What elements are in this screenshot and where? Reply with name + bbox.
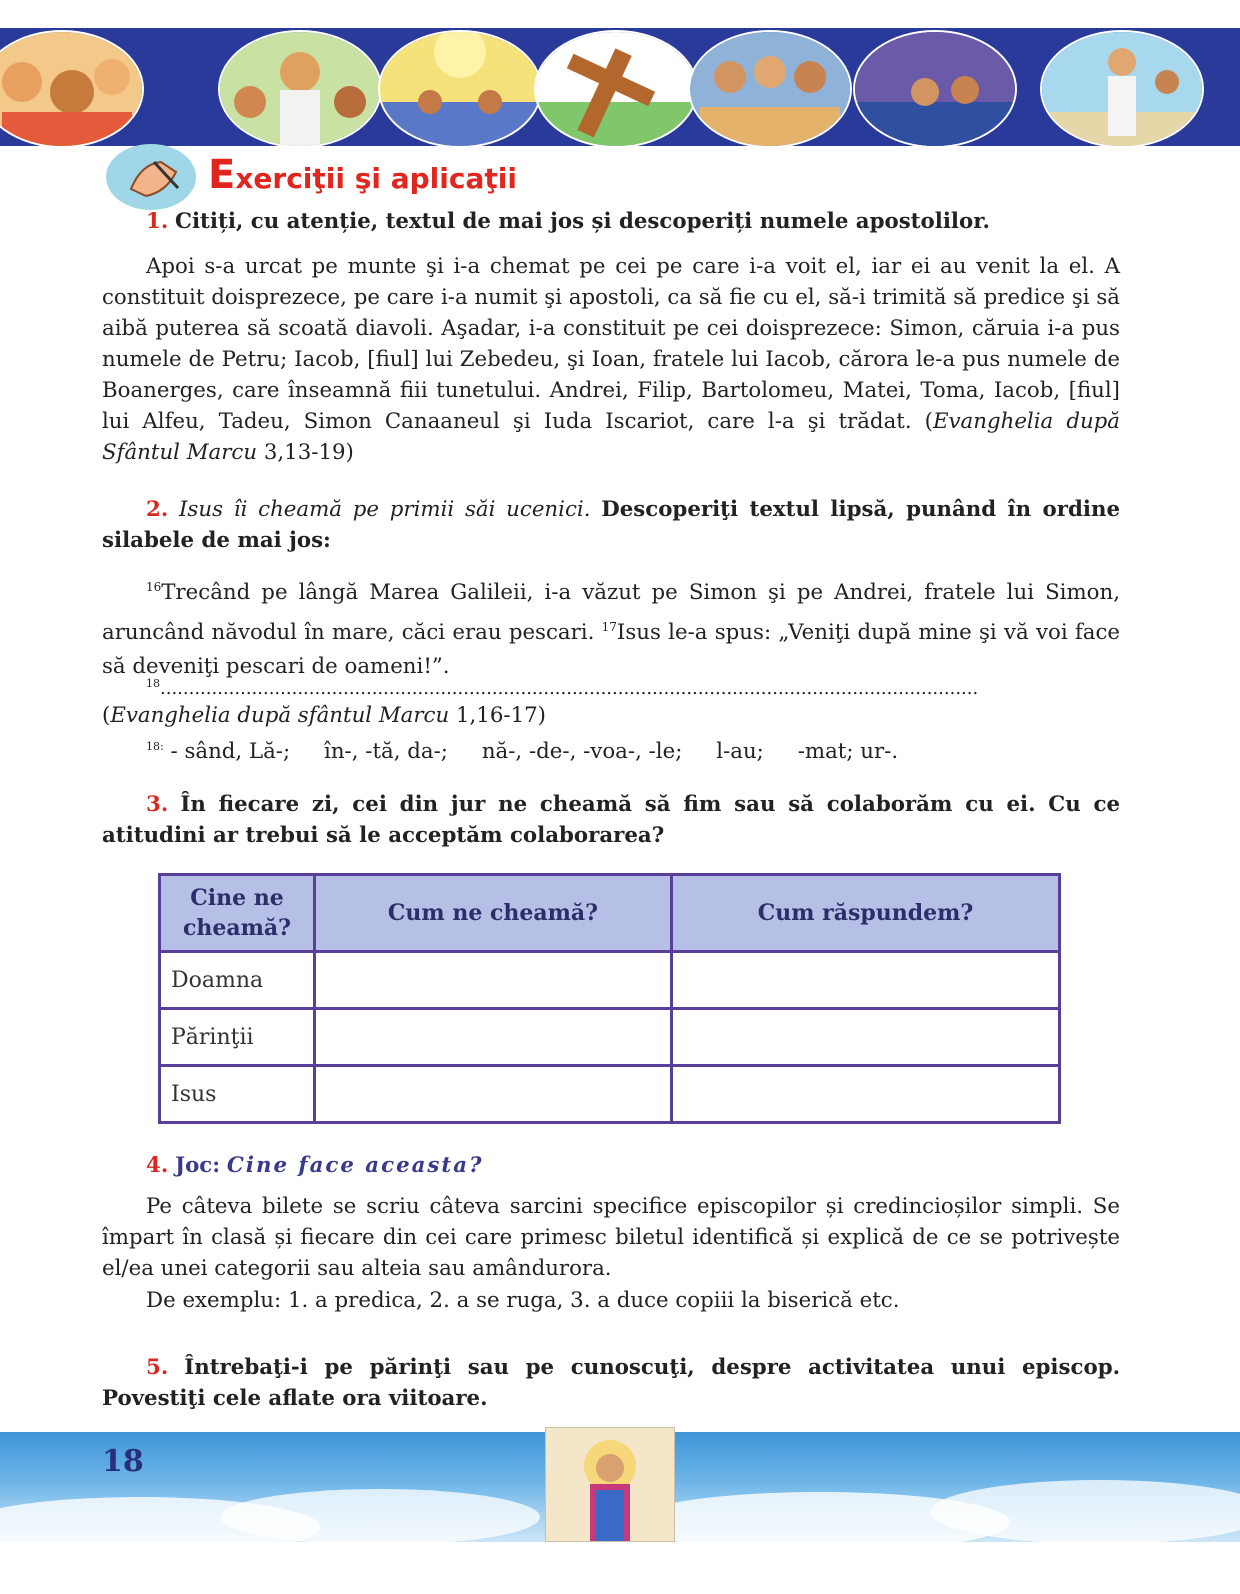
- illustration-children-medallion: [0, 30, 144, 148]
- table-row: [160, 952, 1060, 1009]
- illustration-cross-medallion: [534, 30, 698, 148]
- exercise-1-text: Apoi s-a urcat pe munte şi i-a chemat pe cei pe care i-a voit el, iar ei au venit la el. A constituit doisprezece, pe care i-a numit şi apostoli, ca să fie cu el, să-i trimită să predice şi să aibă puterea să scoată diavoli. Aşadar, i-a constituit pe cei doisprezece: Simon, căruia i-a pus numele de Petru; Iacob, [fiul] lui Zebedeu, şi Ioan, fratele lui Iacob, cărora le-a pus numele de Boanerges, care înseamnă fiii tunetului. Andrei, Filip, Bartolomeu, Matei, Toma, Iacob, [fiul] lui Alfeu, Tadeu, Simon Canaaneul şi Iuda Iscariot, care l-a şi trădat. (Evanghelia după Sfântul Marcu 3,13-19): [102, 254, 1120, 465]
- illustration-sunlight-crowd-medallion: [378, 30, 542, 148]
- illustration-last-supper-medallion: [688, 30, 852, 148]
- answer-cell[interactable]: [315, 1066, 672, 1123]
- exercise-4-example: De exemplu: 1. a predica, 2. a se ruga, 3. a duce copiii la biserică etc.: [146, 1288, 900, 1313]
- illustration-jesus-crowd-medallion: [218, 30, 382, 148]
- exercise-5-prompt: 5. Întrebaţi-i pe părinţi sau pe cunoscuţi, despre activitatea unui episcop. Povestiţi cele aflate ora viitoare.: [102, 1355, 1120, 1411]
- answer-cell[interactable]: [672, 1009, 1060, 1066]
- section-title: Exerciţii şi aplicaţii: [208, 152, 517, 198]
- answer-cell[interactable]: [315, 952, 672, 1009]
- exercise-2-verses: $^{16}$Trecând pe lângă Marea Galileii, i-a văzut pe Simon şi pe Andrei, fratele lui Simon, aruncând năvodul în mare, căci erau pescari. $^{17}$Isus le-a spus: „Veniţi după mine şi vă voi face să deveniţi pescari de oameni!”.: [102, 580, 1120, 680]
- header-banner: [0, 28, 1240, 146]
- exercise-3-prompt: 3. În fiecare zi, cei din jur ne cheamă să fim sau să colaborăm cu ei. Cu ce atitudini ar trebui să le acceptăm colaborarea?: [102, 792, 1121, 848]
- exercise-2-prompt: 2. Isus îi cheamă pe primii săi ucenici. Descoperiţi textul lipsă, punând în ordine silabele de mai jos:: [102, 497, 1120, 553]
- answer-cell[interactable]: [672, 952, 1060, 1009]
- exercise-4-text: Pe câteva bilete se scriu câteva sarcini specifice episcopilor și credincioșilor simpli. Se împart în clasă și fiecare din cei care primesc biletul identifică și explică de ce se potrivește el/ea unei categorii sau alteia sau amândurora.: [102, 1194, 1120, 1281]
- column-header-how-respond: Cum răspundem?: [672, 875, 1060, 952]
- exercise-4-heading: 4. Joc: Cine face aceasta?: [146, 1153, 484, 1178]
- exercise-2-source: (Evanghelia după sfântul Marcu 1,16-17): [102, 703, 546, 728]
- answer-cell[interactable]: [672, 1066, 1060, 1123]
- illustration-storm-medallion: [853, 30, 1017, 148]
- page-number: 18: [102, 1444, 144, 1479]
- row-label: Isus: [160, 1066, 315, 1123]
- table-row: [160, 1066, 1060, 1123]
- column-header-how-called: Cum ne cheamă?: [315, 875, 672, 952]
- column-header-who: Cine ne cheamă?: [160, 875, 315, 952]
- illustration-jesus-walking-medallion: [1040, 30, 1204, 148]
- jesus-illustration: [545, 1427, 675, 1542]
- table-row: [160, 1009, 1060, 1066]
- row-label: Părinţii: [160, 1009, 315, 1066]
- answer-cell[interactable]: [315, 1009, 672, 1066]
- row-label: Doamna: [160, 952, 315, 1009]
- writing-hand-icon: [106, 144, 196, 210]
- exercise-2-blank-line: $^{18}$...............................................................................................................................................: [146, 677, 979, 699]
- exercise-2-syllables: $^{18:}$ - sând, Lă-; în-, -tă, da-; nă-, -de-, -voa-, -le; l-au; -mat; ur-.: [146, 739, 899, 765]
- table-header-row: [160, 875, 1060, 952]
- exercise-1-prompt: 1. Citiți, cu atenție, textul de mai jos și descoperiți numele apostolilor.: [146, 209, 990, 234]
- response-table: [158, 873, 1061, 1124]
